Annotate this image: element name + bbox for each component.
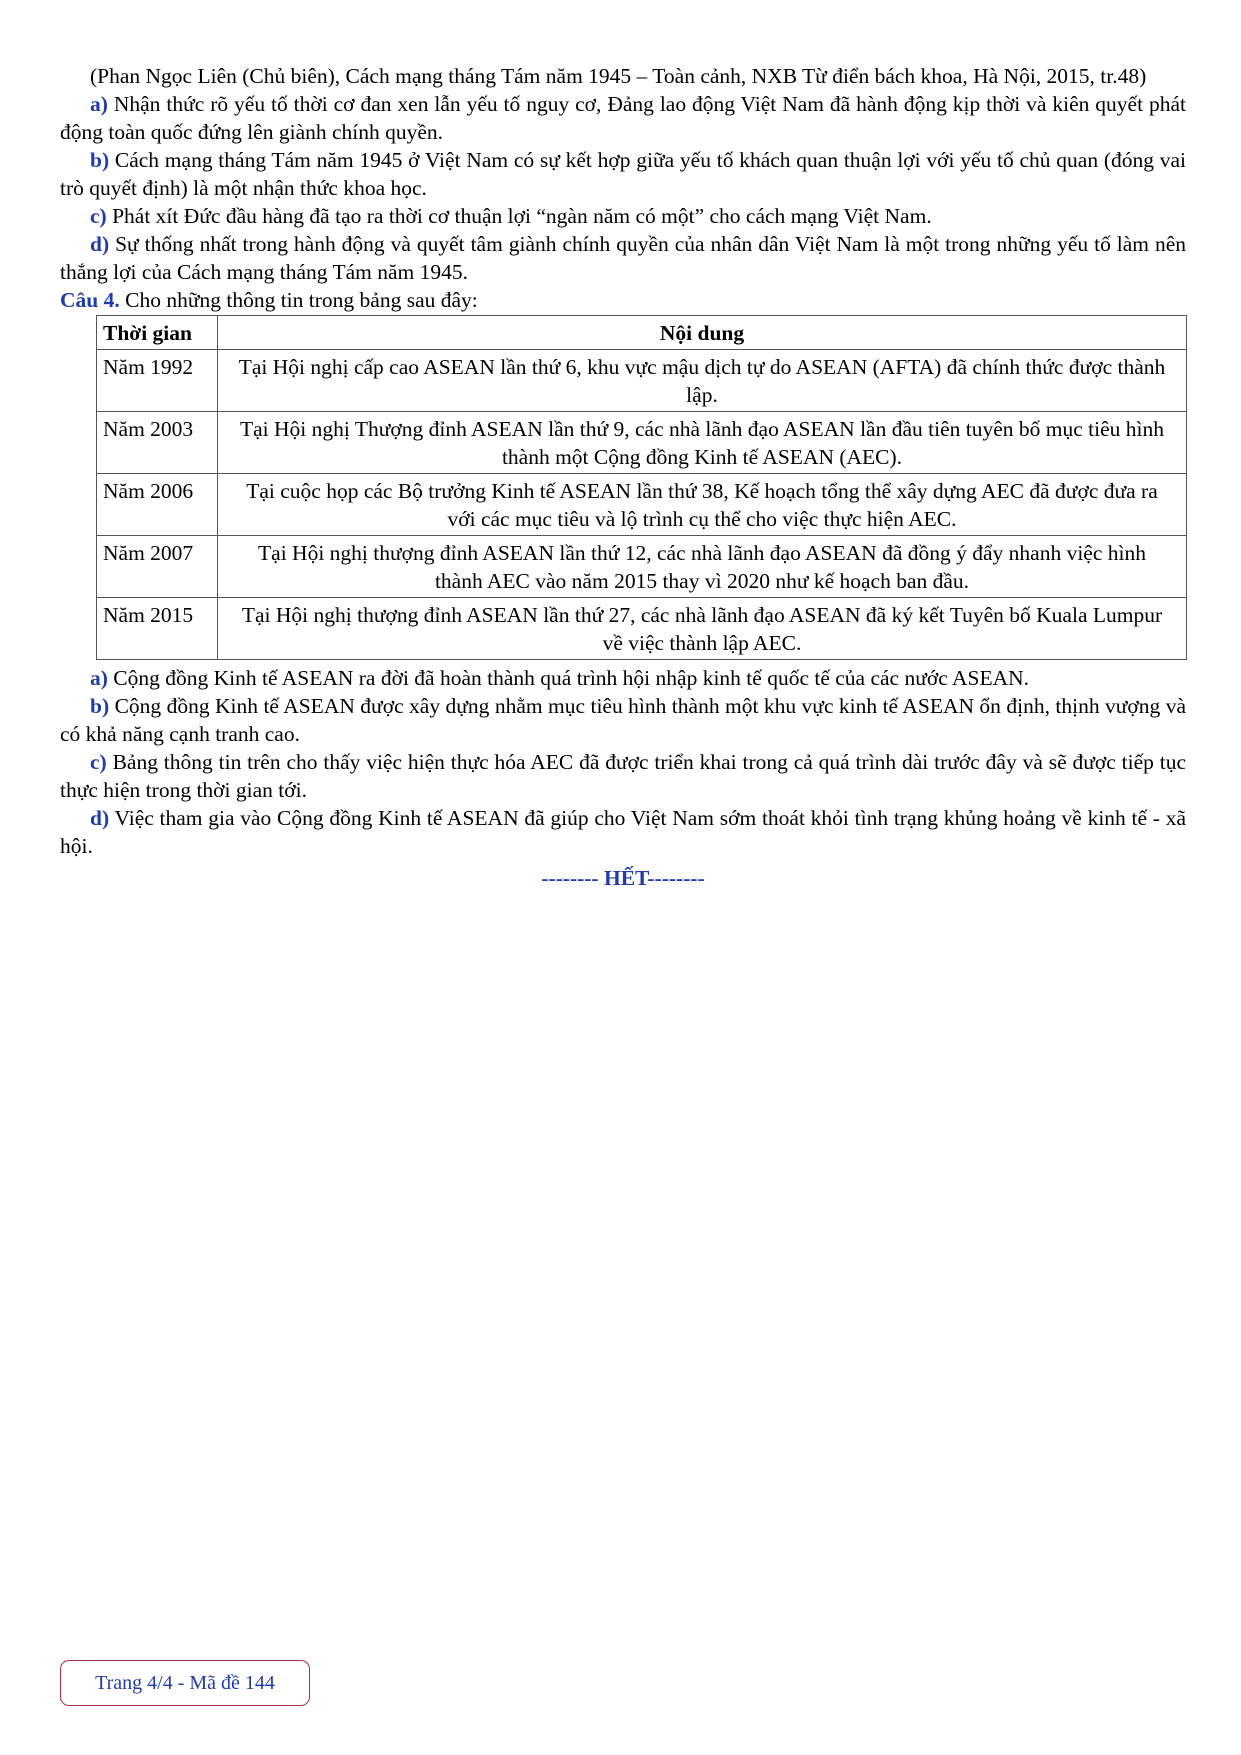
row-content: Tại cuộc họp các Bộ trưởng Kinh tế ASEAN lần thứ 38, Kế hoạch tổng thể xây dựng AEC đã được đưa ra với các mục tiêu và lộ trình cụ thể cho việc thực hiện AEC.	[218, 474, 1187, 536]
option-text: Cộng đồng Kinh tế ASEAN ra đời đã hoàn thành quá trình hội nhập kinh tế quốc tế của các nước ASEAN.	[113, 666, 1030, 690]
row-time: Năm 2015	[97, 598, 218, 660]
option-text: Việc tham gia vào Cộng đồng Kinh tế ASEAN đã giúp cho Việt Nam sớm thoát khỏi tình trạng khủng hoảng về kinh tế - xã hội.	[60, 806, 1186, 858]
option-label: b)	[90, 694, 110, 718]
row-time: Năm 2007	[97, 536, 218, 598]
page-footer: Trang 4/4 - Mã đề 144	[60, 1660, 310, 1706]
question-4	[60, 286, 1186, 314]
option-text: Bảng thông tin trên cho thấy việc hiện thực hóa AEC đã được triển khai trong cả quá trình dài trước đây và sẽ được tiếp tục thực hiện trong thời gian tới.	[60, 750, 1187, 802]
end-marker: -------- HẾT--------	[541, 866, 705, 890]
row-time: Năm 1992	[97, 350, 218, 412]
option-label: a)	[90, 92, 108, 116]
table-header-row	[97, 316, 1187, 350]
row-content: Tại Hội nghị cấp cao ASEAN lần thứ 6, khu vực mậu dịch tự do ASEAN (AFTA) đã chính thức được thành lập.	[218, 350, 1187, 412]
q4-option-d	[60, 804, 1186, 860]
option-text: Cộng đồng Kinh tế ASEAN được xây dựng nhằm mục tiêu hình thành một khu vực kinh tế ASEAN ổn định, thịnh vượng và có khả năng cạnh tranh cao.	[60, 694, 1187, 746]
question-prompt: Cho những thông tin trong bảng sau đây:	[125, 288, 478, 312]
citation: (Phan Ngọc Liên (Chủ biên), Cách mạng tháng Tám năm 1945 – Toàn cảnh, NXB Từ điển bách khoa, Hà Nội, 2015, tr.48)	[90, 64, 1147, 88]
question-label: Câu 4.	[60, 288, 120, 312]
table-row	[97, 536, 1187, 598]
table-row	[97, 350, 1187, 412]
header-time: Thời gian	[97, 316, 218, 350]
row-time: Năm 2006	[97, 474, 218, 536]
q4-option-c	[60, 748, 1186, 804]
option-d	[60, 230, 1186, 286]
row-content: Tại Hội nghị thượng đỉnh ASEAN lần thứ 27, các nhà lãnh đạo ASEAN đã ký kết Tuyên bố Kuala Lumpur về việc thành lập AEC.	[218, 598, 1187, 660]
info-table	[96, 315, 1187, 660]
option-label: b)	[90, 148, 110, 172]
table-row	[97, 474, 1187, 536]
table-row	[97, 598, 1187, 660]
option-text: Sự thống nhất trong hành động và quyết tâm giành chính quyền của nhân dân Việt Nam là một trong những yếu tố làm nên thắng lợi của Cách mạng tháng Tám năm 1945.	[60, 232, 1187, 284]
option-c	[60, 202, 1186, 230]
header-content: Nội dung	[218, 316, 1187, 350]
option-label: c)	[90, 750, 107, 774]
q4-option-b	[60, 692, 1186, 748]
page-content	[60, 62, 1186, 892]
option-text: Phát xít Đức đầu hàng đã tạo ra thời cơ thuận lợi “ngàn năm có một” cho cách mạng Việt Nam.	[112, 204, 932, 228]
option-label: c)	[90, 204, 107, 228]
option-text: Nhận thức rõ yếu tố thời cơ đan xen lẫn yếu tố nguy cơ, Đảng lao động Việt Nam đã hành động kịp thời và kiên quyết phát động toàn quốc đứng lên giành chính quyền.	[60, 92, 1187, 144]
q4-option-a	[60, 664, 1186, 692]
option-text: Cách mạng tháng Tám năm 1945 ở Việt Nam có sự kết hợp giữa yếu tố khách quan thuận lợi với yếu tố chủ quan (đóng vai trò quyết định) là một nhận thức khoa học.	[60, 148, 1186, 200]
option-a	[60, 90, 1186, 146]
option-b	[60, 146, 1186, 202]
row-content: Tại Hội nghị thượng đỉnh ASEAN lần thứ 12, các nhà lãnh đạo ASEAN đã đồng ý đẩy nhanh việc hình thành AEC vào năm 2015 thay vì 2020 như kế hoạch ban đầu.	[218, 536, 1187, 598]
option-label: d)	[90, 806, 110, 830]
table-row	[97, 412, 1187, 474]
row-time: Năm 2003	[97, 412, 218, 474]
option-label: d)	[90, 232, 110, 256]
option-label: a)	[90, 666, 108, 690]
row-content: Tại Hội nghị Thượng đỉnh ASEAN lần thứ 9, các nhà lãnh đạo ASEAN lần đầu tiên tuyên bố mục tiêu hình thành một Cộng đồng Kinh tế ASEAN (AEC).	[218, 412, 1187, 474]
